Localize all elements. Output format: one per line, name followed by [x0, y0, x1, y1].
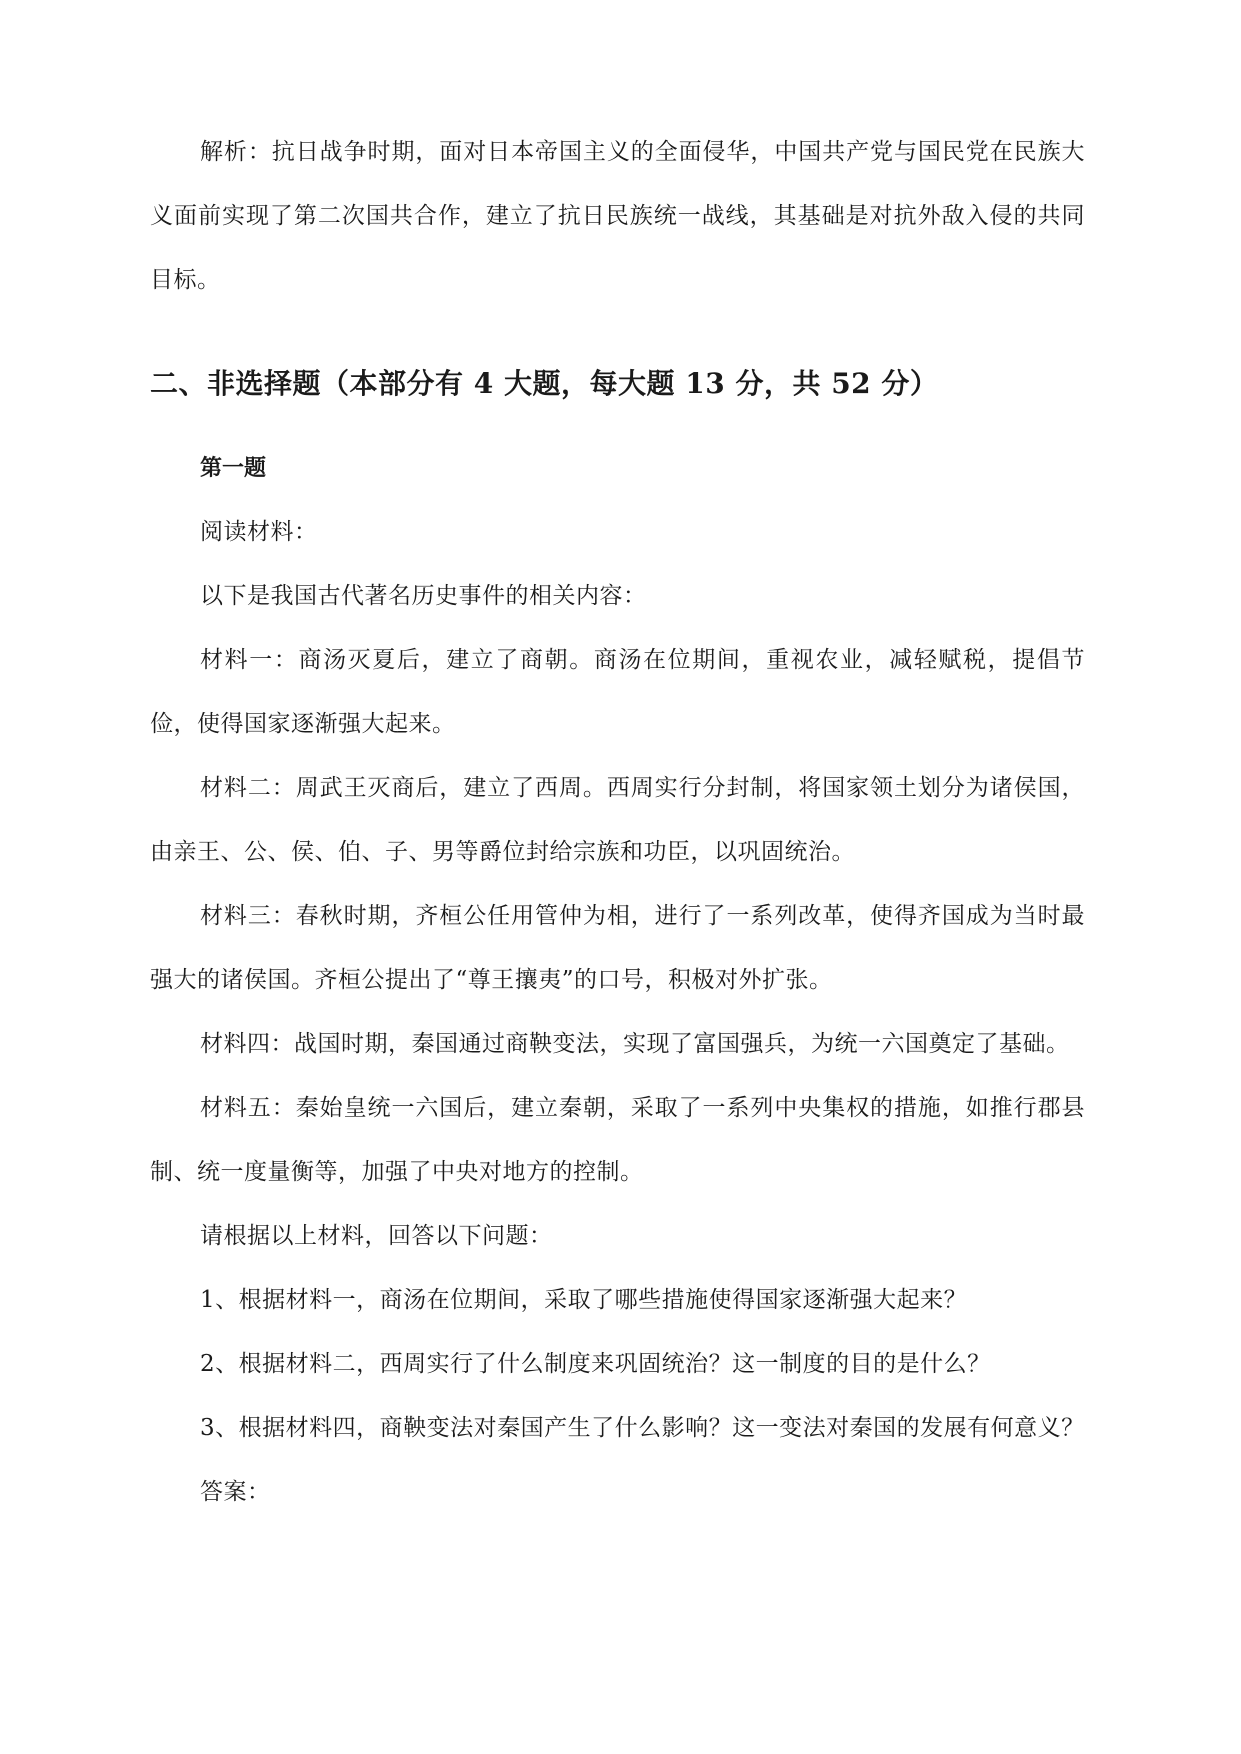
question-item-3: 3、根据材料四，商鞅变法对秦国产生了什么影响？这一变法对秦国的发展有何意义？ [200, 1415, 1085, 1441]
question-item-1: 1、根据材料一，商汤在位期间，采取了哪些措施使得国家逐渐强大起来？ [200, 1287, 968, 1313]
analysis-block [150, 120, 1085, 312]
material-3: 材料三：春秋时期，齐桓公任用管仲为相，进行了一系列改革，使得齐国成为当时最强大的诸侯国。齐桓公提出了“尊王攘夷”的口号，积极对外扩张。 [150, 903, 1085, 993]
question-1-block [150, 436, 1085, 1524]
question-title: 第一题 [200, 455, 267, 481]
material-5: 材料五：秦始皇统一六国后，建立秦朝，采取了一系列中央集权的措施，如推行郡县制、统一度量衡等，加强了中央对地方的控制。 [150, 1095, 1085, 1185]
material-4: 材料四：战国时期，秦国通过商鞅变法，实现了富国强兵，为统一六国奠定了基础。 [200, 1031, 1070, 1057]
section-heading: 二、非选择题（本部分有 4 大题，每大题 13 分，共 52 分） [150, 367, 939, 400]
analysis-paragraph: 解析：抗日战争时期，面对日本帝国主义的全面侵华，中国共产党与国民党在民族大义面前实现了第二次国共合作，建立了抗日民族统一战线，其基础是对抗外敌入侵的共同目标。 [150, 139, 1085, 293]
material-intro: 以下是我国古代著名历史事件的相关内容： [200, 583, 647, 609]
question-item-2: 2、根据材料二，西周实行了什么制度来巩固统治？这一制度的目的是什么？ [200, 1351, 991, 1377]
material-2: 材料二：周武王灭商后，建立了西周。西周实行分封制，将国家领土划分为诸侯国，由亲王、公、侯、伯、子、男等爵位封给宗族和功臣，以巩固统治。 [150, 775, 1085, 865]
read-material-label: 阅读材料： [200, 519, 318, 545]
questions-prompt: 请根据以上材料，回答以下问题： [200, 1223, 553, 1249]
answer-label: 答案： [200, 1479, 271, 1505]
material-1: 材料一：商汤灭夏后，建立了商朝。商汤在位期间，重视农业，减轻赋税，提倡节俭，使得国家逐渐强大起来。 [150, 647, 1085, 737]
